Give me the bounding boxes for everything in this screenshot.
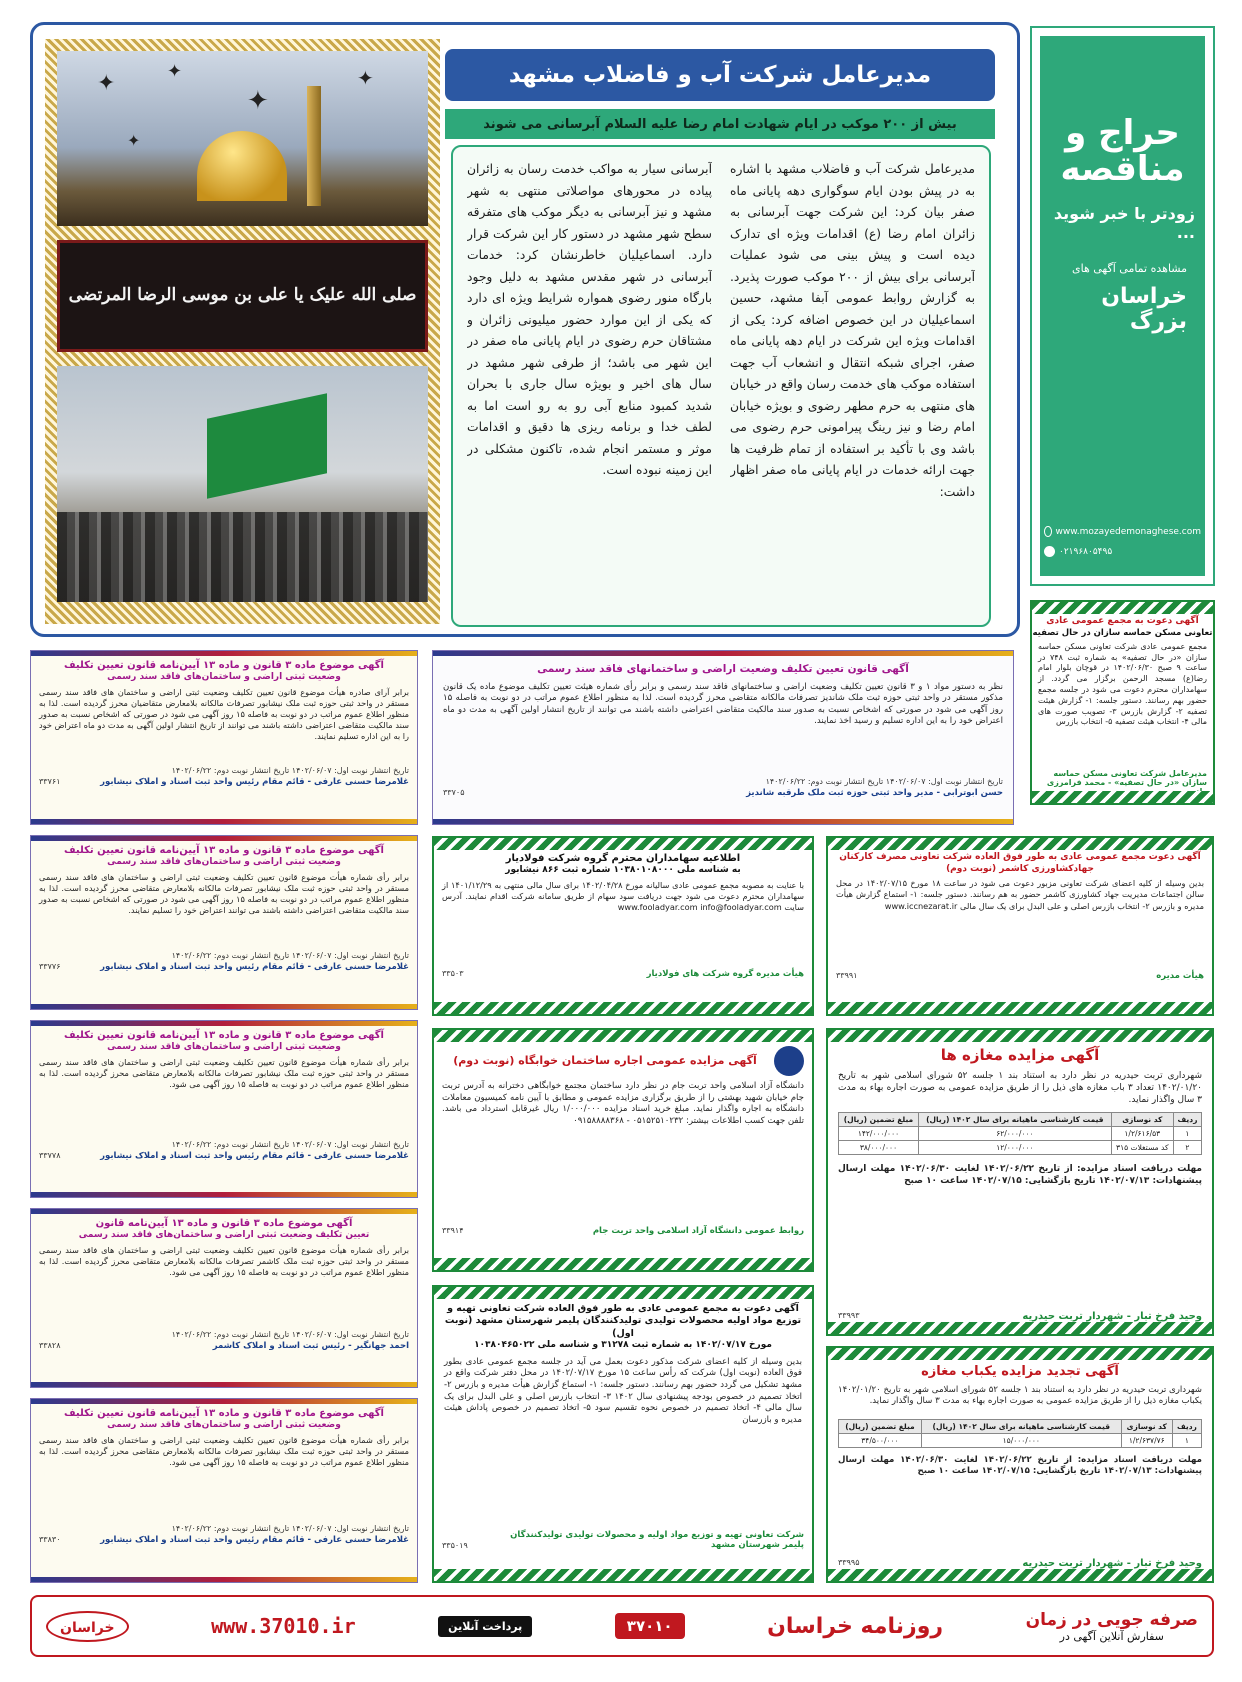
ad-signature: غلامرضا حسنی عارفی - قائم مقام رئیس واحد ثبت اسناد و املاک نیشابور [100,776,409,787]
ad-dates: تاریخ انتشار نوبت اول: ۱۴۰۲/۰۶/۰۷ تاریخ انتشار نوبت دوم: ۱۴۰۲/۰۶/۲۲ [171,765,409,775]
masthead-tagline: زودتر با خبر شوید ... [1053,204,1195,242]
ad-subtitle: جهادکشاورزی کاشمر (نوبت دوم) [946,863,1094,874]
ad-title: آگهی دعوت مجمع عمومی عادی به طور فوق العاده شرکت تعاونی مصرف کارکنان [839,852,1201,862]
ad-body: مجمع عمومی عادی شرکت تعاونی مسکن حماسه سازان «در حال تصفیه» به شماره ثبت ۷۴۸ در ساعت ۹ صبح ۱۴۰۲/۰۶/۳۰ در قوچان بلوار امام رضا(ع) مسجد الرحمن برگزار می گردد. از سهامداران محترم دعوت می شود در جلسه مجمع حضور بهم رسانند. دستور جلسه: ۱- گزارش هیئت تصفیه ۲- گزارش بازرس ۳- تصویب صورت های مالی ۴- انتخاب هیئت تصفیه ۵- انتخاب بازرس [1038,641,1208,727]
ad-title: آگهی دعوت به مجمع عمومی عادی [1046,616,1199,626]
phone-number: ۰۲۱۹۶۸۰۵۴۹۵ [1059,546,1113,557]
ad-body: برابر رأی شماره هیأت موضوع قانون تعیین تکلیف وضعیت ثبتی اراضی و ساختمان های فاقد سند رسمی مستقر در واحد ثبتی حوزه ثبت ملک کاشمر تصرفات مالکانه بلامعارض متقاضی محرز گردیده است. لذا به منظور اطلاع عموم مراتب در دو نوبت به فاصله ۱۵ روز آگهی می شود. [39,1244,409,1277]
table-cell: ۱۵/۰۰۰/۰۰۰ [921,1433,1121,1447]
article-frame [30,22,1020,637]
crowd-shape [57,512,428,602]
footer-pay: پرداخت آنلاین [448,1619,523,1633]
ad-fooladvar [432,836,814,1016]
ad-title: آگهی موضوع ماده ۳ قانون و ماده ۱۳ آیین‌نامه قانون تعیین تکلیف [64,660,384,671]
pilgrims-photo [57,366,428,602]
ad-code: ۳۳۸۲۸ [39,1340,61,1350]
ad-code: ۳۳۹۹۳ [838,1311,860,1320]
website-row[interactable] [1044,526,1201,537]
globe-icon [1044,526,1052,537]
ad-subtitle: تعاونی مسکن حماسه سازان در حال تصفیه [1032,627,1213,638]
ad-land-law-5 [30,1398,418,1583]
table-cell: ۱۲/۰۰۰/۰۰۰ [918,1140,1111,1154]
ad-body: بدین وسیله از کلیه اعضای شرکت تعاونی مزبور دعوت می شود در ساعت ۱۸ مورخ ۱۴۰۲/۰۷/۱۵ در محل سالن اجتماعات مدیریت جهاد کشاورزی کاشمر حضور به هم رسانند. دستور جلسه: ۱- استماع گزارش هیأت مدیره و بازرس ۲- انتخاب بازرس اصلی و علی البدل برای یک سال مالی www.iccnezarat.ir [836,878,1204,911]
minaret-shape [307,86,321,206]
ad-land-law-3 [30,1020,418,1198]
ad-subtitle: وضعیت ثبتی اراضی و ساختمان‌های فاقد سند رسمی [107,1042,341,1052]
ad-signature: غلامرضا حسنی عارفی - قائم مقام رئیس واحد ثبت اسناد و املاک نیشابور [100,1150,409,1161]
ad-land-law-center [432,650,1014,825]
ad-signature: روابط عمومی دانشگاه آزاد اسلامی واحد تربت جام [592,1226,804,1236]
ad-body: برابر رأی شماره هیأت موضوع قانون تعیین تکلیف وضعیت ثبتی اراضی و ساختمان های فاقد سند رسمی مستقر در واحد ثبتی حوزه ثبت ملک نیشابور تصرفات مالکانه بلامعارض متقاضی محرز گردیده است. لذا به منظور اطلاع عموم مراتب در دو نوبت به فاصله ۱۵ روز آگهی می شود در صورتی که اشخاص نسبت به صدور سند مالکیت متقاضی اعتراضی داشته باشند می توانند اعتراض خود را تسلیم نمایند. [39,871,409,915]
ad-title: اطلاعیه سهامداران محترم گروه شرکت فولادیار [505,853,741,864]
footer-headline: روزنامه خراسان [767,1613,944,1639]
bird-icon: ✦ [97,71,116,96]
footer-url[interactable]: www.37010.ir [211,1614,356,1638]
ad-body: شهرداری تربت حیدریه در نظر دارد به استناد بند ۱ جلسه ۵۲ شورای اسلامی شهر به تاریخ ۱۴۰۲/۰۱/۲۰ تعداد ۳ باب مغازه های ذیل را از طریق مزایده عمومی به صورت اجاره بهاء به مدت ۳ سال واگذار نماید. [838,1070,1203,1105]
table-header: قیمت کارشناسی ماهیانه برای سال ۱۴۰۲ (ریال) [918,1112,1111,1126]
university-logo-icon [774,1046,804,1076]
table-row [839,1140,1202,1154]
ad-code: ۳۳۷۷۸ [39,1150,61,1160]
ad-university [432,1028,814,1272]
table-header: ردیف [1173,1112,1201,1126]
table-cell: ۱/۲/۶۳۷/۷۶ [1121,1433,1172,1447]
ad-body: شهرداری تربت حیدریه در نظر دارد به استناد بند ۱ جلسه ۵۲ شورای اسلامی شهر به تاریخ ۱۴۰۲/۰۱/۲۰ یکباب مغازه ذیل را از طریق مزایده عمومی به صورت اجاره بهاء به مدت ۳ سال واگذار نماید. [838,1384,1202,1407]
ad-deadlines: مهلت دریافت اسناد مزایده: از تاریخ ۱۴۰۲/۰۶/۲۲ لغایت ۱۴۰۲/۰۶/۳۰ مهلت ارسال پیشنهادات: ۱۴۰۲/۰۷/۱۳ تاریخ بازگشایی: ۱۴۰۲/۰۷/۱۵ ساعت ۱۰ صبح [838,1163,1203,1186]
ad-kabab-auction [826,1346,1214,1583]
ad-signature: غلامرضا حسنی عارفی - قائم مقام رئیس واحد ثبت اسناد و املاک نیشابور [100,961,409,972]
ad-signature: مدیرعامل شرکت تعاونی مسکن حماسه سازان «در حال تصفیه» - محمد فرامرزی [1046,768,1207,787]
image-collage [45,39,440,624]
ad-signature: غلامرضا حسنی عارفی - قائم مقام رئیس واحد ثبت اسناد و املاک نیشابور [100,1534,409,1545]
footer-phone: ۳۷۰۱۰ [626,1617,673,1635]
ad-signature: احمد جهانگیر - رئیس ثبت اسناد و املاک کاشمر [212,1340,409,1351]
table-header: مبلغ تضمین (ریال) [839,1419,922,1433]
ad-body: با عنایت به مصوبه مجمع عمومی عادی سالیانه مورخ ۱۴۰۲/۰۴/۲۸ برای سال مالی منتهی به ۱۴۰۱/۱۲/۲۹ از سهامداران محترم دعوت می شود جهت دریافت سود سهام از طریق سامانه شرکت اقدام نمایند. آدرس سایت www.fooladyar.com info@fooladyar.com [442,879,804,912]
ad-code: ۳۳۵۰۳ [442,968,464,978]
ad-title: آگهی قانون تعیین تکلیف وضعیت اراضی و ساختمانهای فاقد سند رسمی [537,663,909,675]
table-header: کد نوسازی [1121,1419,1172,1433]
phone-icon [1044,546,1055,557]
footer-phone-box [615,1613,685,1639]
ad-polymer-coop [432,1285,814,1583]
phone-row [1044,546,1201,557]
table-cell: ۳۸/۰۰۰/۰۰۰ [839,1140,919,1154]
footer-slogan: صرفه جویی در زمان [1025,1609,1198,1630]
masthead-green [1040,36,1205,576]
calligraphy-banner [57,240,428,352]
ad-body: نظر به دستور مواد ۱ و ۳ قانون تعیین تکلیف وضعیت اراضی و ساختمانهای فاقد سند رسمی و برابر رأی شماره هیئت تعیین تکلیف موضوع ماده یک قانون مذکور مستقر در واحد ثبتی حوزه ثبت ملک شاندیز تصرفات مالکانه متقاضی محرز گردیده است. لذا به منظور اطلاع عموم مراتب در دو نوبت به فاصله ۱۵ روز آگهی می شود در صورتی که اشخاص نسبت به صدور سند مالکیت متقاضی اعتراضی داشته باشند می توانند از تاریخ انتشار اولین آگهی به مدت دو ماه اعتراض خود را به این اداره تسلیم و رسید اخذ نمایند. [443,681,1003,727]
bird-icon: ✦ [127,131,141,150]
bird-icon: ✦ [167,61,183,82]
ad-dates: تاریخ انتشار نوبت اول: ۱۴۰۲/۰۶/۰۷ تاریخ انتشار نوبت دوم: ۱۴۰۲/۰۶/۲۲ [765,776,1003,786]
table-cell: کد مستغلات ۳۱۵ [1111,1140,1173,1154]
bird-icon: ✦ [247,86,269,116]
ad-subtitle: وضعیت ثبتی اراضی و ساختمان‌های فاقد سند رسمی [107,1420,341,1430]
footer-brand: خراسان [60,1619,115,1636]
ad-code: ۳۳۷۶۱ [39,776,61,786]
ad-kashmar-coop [826,836,1214,1016]
table-cell: ۳۴/۵۰۰/۰۰۰ [839,1433,922,1447]
bird-icon: ✦ [357,66,374,90]
ad-body: برابر آرای صادره هیأت موضوع قانون تعیین تکلیف وضعیت ثبتی اراضی و ساختمان های فاقد سند رسمی مستقر در واحد ثبتی حوزه ثبت ملک نیشابور تصرفات مالکانه بلامعارض متقاضیان محرز گردیده است. لذا به منظور اطلاع عموم مراتب در دو نوبت به فاصله ۱۵ روز آگهی می شود در صورتی که اشخاص نسبت به صدور سند مالکیت متقاضی اعتراضی داشته باشند می توانند از تاریخ انتشار اولین آگهی به مدت دو ماه اعتراض خود را به این اداره تسلیم نمایند. [39,686,409,741]
ad-signature: وحید فرخ تبار - شهردار تربت حیدریه [1022,1311,1202,1322]
ad-body: برابر رأی شماره هیأت موضوع قانون تعیین تکلیف وضعیت ثبتی اراضی و ساختمان های فاقد سند رسمی مستقر در واحد ثبتی حوزه ثبت ملک نیشابور تصرفات مالکانه بلامعارض متقاضی محرز گردیده است. لذا به منظور اطلاع عموم مراتب در دو نوبت به فاصله ۱۵ روز آگهی می شود. [39,1056,409,1089]
ad-signature: هیأت مدیره گروه شرکت های فولادیار [646,968,804,979]
ad-title: آگهی موضوع ماده ۳ قانون و ماده ۱۳ آیین‌نامه قانون تعیین تکلیف [64,1030,384,1041]
subhead-bar [445,109,995,139]
footer-brand-badge [46,1611,129,1642]
website-link[interactable]: www.mozayedemonaghese.com [1055,526,1201,537]
ad-subtitle: مورخ ۱۴۰۲/۰۷/۱۷ به شماره ثبت ۳۱۲۷۸ و شناسه ملی ۱۰۳۸۰۴۶۵۰۲۲ [474,1340,772,1351]
subhead: بیش از ۲۰۰ موکب در ایام شهادت امام رضا علیه السلام آبرسانی می شوند [483,116,957,132]
footer-pay-box[interactable] [438,1616,532,1637]
ad-code: ۳۳۹۹۱ [836,971,858,981]
ad-title: آگهی موضوع ماده ۳ قانون و ماده ۱۳ آیین‌نامه قانون تعیین تکلیف [64,845,384,856]
calligraphy-text: صلی الله علیک یا علی بن موسی الرضا المرتضی [68,285,417,306]
ad-signature: هیأت مدیره [1156,971,1204,982]
ad-land-law-2 [30,835,418,1010]
ad-body: دانشگاه آزاد اسلامی واحد تربت جام در نظر دارد ساختمان مجتمع خوابگاهی دخترانه به آدرس تربت جام خیابان شهید بهشتی را از طریق برگزاری مزایده عمومی و مطابق با آیین نامه کمیسیون معاملات دانشگاه به اجاره واگذار نماید. مبلغ خرید اسناد مزایده ۱/۰۰۰/۰۰۰ ریال غیرقابل استرداد می باشد. تلفن جهت کسب اطلاعات بیشتر: ۰۵۱۵۲۵۱۰۲۳۲ - ۰۹۱۵۸۸۸۸۳۶۸ [442,1081,805,1126]
table-cell: ۱ [1173,1126,1201,1140]
ad-coop-invite [1030,600,1215,805]
headline-bar [445,49,995,101]
table-header: مبلغ تضمین (ریال) [839,1112,919,1126]
table-row [839,1126,1202,1140]
article-col-left: آبرسانی سیار به مواکب خدمت رسان به زائران پیاده در محورهای مواصلاتی منتهی به شهر مشهد و نیز آبرسانی به دیگر موکب های متفرقه سطح شهر مشهد در دستور کار این شرکت قرار دارد. اسماعیلیان خاطرنشان کرد: خدمات آبرسانی در شهر مقدس مشهد به دلیل وجود بارگاه منور رضوی همواره شرایط ویژه ای دارد که یکی از این موارد حضور میلیونی زائران و مشتاقان حرم رضوی در ایام پایانی ماه صفر در این شهر می باشد؛ از طرفی شهر مشهد در سال های اخیر و بویژه سال جاری با بحران شدید کمبود منابع آبی رو به رو است اما به لطف خدا و برنامه ریزی ها دقیق و اقدامات موثر و مستمر انجام شده، تاکنون مشکلی در این زمینه نبوده است. [467,162,712,478]
ad-code: ۳۳۷۰۵ [443,787,465,797]
table-header: قیمت کارشناسی ماهیانه برای سال ۱۴۰۲ (ریال) [921,1419,1121,1433]
table-cell: ۲ [1173,1140,1201,1154]
ad-signature: وحید فرخ تبار - شهردار تربت حیدریه [1022,1558,1202,1569]
ad-dates: تاریخ انتشار نوبت اول: ۱۴۰۲/۰۶/۰۷ تاریخ انتشار نوبت دوم: ۱۴۰۲/۰۶/۲۲ [171,1139,409,1149]
ad-dates: تاریخ انتشار نوبت اول: ۱۴۰۲/۰۶/۰۷ تاریخ انتشار نوبت دوم: ۱۴۰۲/۰۶/۲۲ [171,1523,409,1533]
table-row [839,1433,1202,1447]
table-header: کد نوسازی [1111,1112,1173,1126]
ad-dates: تاریخ انتشار نوبت اول: ۱۴۰۲/۰۶/۰۷ تاریخ انتشار نوبت دوم: ۱۴۰۲/۰۶/۲۲ [171,950,409,960]
masthead-panel [1030,26,1215,586]
coverage-region: خراسان بزرگ [1101,284,1187,334]
table-header: ردیف [1172,1419,1201,1433]
ad-code: ۳۳۹۱۴ [442,1226,464,1235]
coverage-intro: مشاهده تمامی آگهی های [1071,262,1187,275]
ad-signature: حسن ابوترابی - مدیر واحد ثبتی حوزه ثبت ملک طرقبه شاندیز [746,787,1003,798]
ad-code: ۳۳۵۰۱۹ [442,1540,468,1550]
masthead-logo: حراج و مناقصه [1060,113,1185,189]
ad-title: آگهی موضوع ماده ۳ قانون و ماده ۱۳ آیین‌نامه قانون تعیین تکلیف [64,1408,384,1419]
ad-body: برابر رأی شماره هیأت موضوع قانون تعیین تکلیف وضعیت ثبتی اراضی و ساختمان های فاقد سند رسمی مستقر در واحد ثبتی حوزه ثبت ملک نیشابور تصرفات مالکانه بلامعارض متقاضی محرز گردیده است. لذا به منظور اطلاع عموم مراتب در دو نوبت به فاصله ۱۵ روز آگهی می شود. [39,1434,409,1467]
article-body [451,145,991,627]
table-cell: ۱/۲/۶۱۶/۵۳ [1111,1126,1173,1140]
ad-signature: شرکت تعاونی تهیه و توزیع مواد اولیه و محصولات تولیدی تولیدکنندگان پلیمر شهرستان مشهد [510,1529,804,1550]
ad-code: ۳۳۷۷۶ [39,961,61,971]
kabab-table [838,1419,1202,1448]
ad-subtitle: وضعیت ثبتی اراضی و ساختمان‌های فاقد سند رسمی [107,857,341,867]
table-cell: ۱ [1172,1433,1201,1447]
shrine-photo [57,51,428,226]
table-cell: ۱۴۲/۰۰۰/۰۰۰ [839,1126,919,1140]
shop-table [838,1112,1202,1155]
ad-deadlines: مهلت دریافت اسناد مزایده: از تاریخ ۱۴۰۲/۰۶/۲۲ لغایت ۱۴۰۲/۰۶/۳۰ مهلت ارسال پیشنهادات: ۱۴۰۲/۰۷/۱۳ تاریخ بازگشایی: ۱۴۰۲/۰۷/۱۵ ساعت ۱۰ صبح [838,1454,1202,1477]
ad-land-law-4 [30,1208,418,1388]
footer-slogan-block [1026,1610,1198,1643]
ad-code: ۳۳۹۹۵ [838,1558,860,1567]
headline: مدیرعامل شرکت آب و فاضلاب مشهد [508,62,932,88]
table-cell: ۶۲/۰۰۰/۰۰۰ [918,1126,1111,1140]
ad-title: آگهی مزایده مغازه ها [940,1046,1100,1064]
ad-title: آگهی دعوت به مجمع عمومی عادی به طور فوق العاده شرکت تعاونی تهیه و توزیع مواد اولیه محصولات تولیدی تولیدکنندگان پلیمر شهرستان مشهد (نوبت اول) [444,1303,802,1339]
ad-title: آگهی مزایده عمومی اجاره ساختمان خوابگاه (نوبت دوم) [453,1053,757,1067]
dome-shape [197,131,287,201]
ad-subtitle: به شناسه ملی ۱۰۳۸۰۱۰۸۰۰۰ شماره ثبت ۸۶۶ نیشابور [505,865,741,875]
ad-body: بدین وسیله از کلیه اعضای شرکت مذکور دعوت بعمل می آید در جلسه مجمع عمومی عادی بطور فوق العاده (نوبت اول) شرکت که رأس ساعت ۱۵ مورخ ۱۴۰۲/۰۷/۱۷ در محل دفتر شرکت واقع در مشهد تشکیل می گردد حضور بهم رسانند. دستور جلسه: ۱- استماع گزارش هیأت مدیره و بازرس ۲- اتخاذ تصمیم در خصوص بودجه پیشنهادی سال ۱۴۰۲ ۳- انتخاب بازرس اصلی و علی البدل برای یک سال مالی ۴- اتخاذ تصمیم در خصوص نحوه تقسیم سود ۵- اتخاذ تصمیم در خصوص پاداش هیئت مدیره و بازرسان [444,1356,803,1425]
ad-land-law-1 [30,650,418,825]
footer-banner[interactable] [30,1595,1214,1657]
ad-subtitle: تعیین تکلیف وضعیت ثبتی اراضی و ساختمان‌های فاقد سند رسمی [78,1230,370,1240]
ad-dates: تاریخ انتشار نوبت اول: ۱۴۰۲/۰۶/۰۷ تاریخ انتشار نوبت دوم: ۱۴۰۲/۰۶/۲۲ [171,1329,409,1339]
ad-title: آگهی موضوع ماده ۳ قانون و ماده ۱۳ آیین‌نامه قانون [95,1218,353,1229]
ad-subtitle: وضعیت ثبتی اراضی و ساختمان‌های فاقد سند رسمی [107,672,341,682]
footer-subline: سفارش آنلاین آگهی در [1059,1629,1164,1643]
article-col-right: مدیرعامل شرکت آب و فاضلاب مشهد با اشاره به در پیش بودن ایام سوگواری دهه پایانی ماه صفر بیان کرد: این شرکت جهت آبرسانی به زائران امام رضا (ع) اقدامات ویژه ای تدارک دیده است و پیش بینی می شود عملیات آبرسانی برای بیش از ۲۰۰ موکب صورت پذیرد. به گزارش روابط عمومی آبفا مشهد، حسین اسماعیلیان در این خصوص اضافه کرد: یکی از اقدامات ویژه این شرکت در ایام دهه پایانی ماه صفر، اجرای شبکه انتقال و انشعاب آب جهت استفاده موکب های خدمت رسان واقع در خیابان های منتهی به حرم مطهر رضوی و بویژه خیابان امام رضا و نیز رینگ پیرامونی حرم رضوی می باشد وی با تأکید بر استفاده از تمام ظرفیت ها جهت ارائه خدمات در ایام پایانی ماه صفر اظهار داشت: [730,162,975,499]
ad-code: ۳۳۸۳۰ [39,1534,61,1544]
ad-shop-auction [826,1028,1214,1336]
ad-title: آگهی تجدید مزایده یکباب مغازه [921,1364,1119,1379]
green-flag [207,393,327,499]
